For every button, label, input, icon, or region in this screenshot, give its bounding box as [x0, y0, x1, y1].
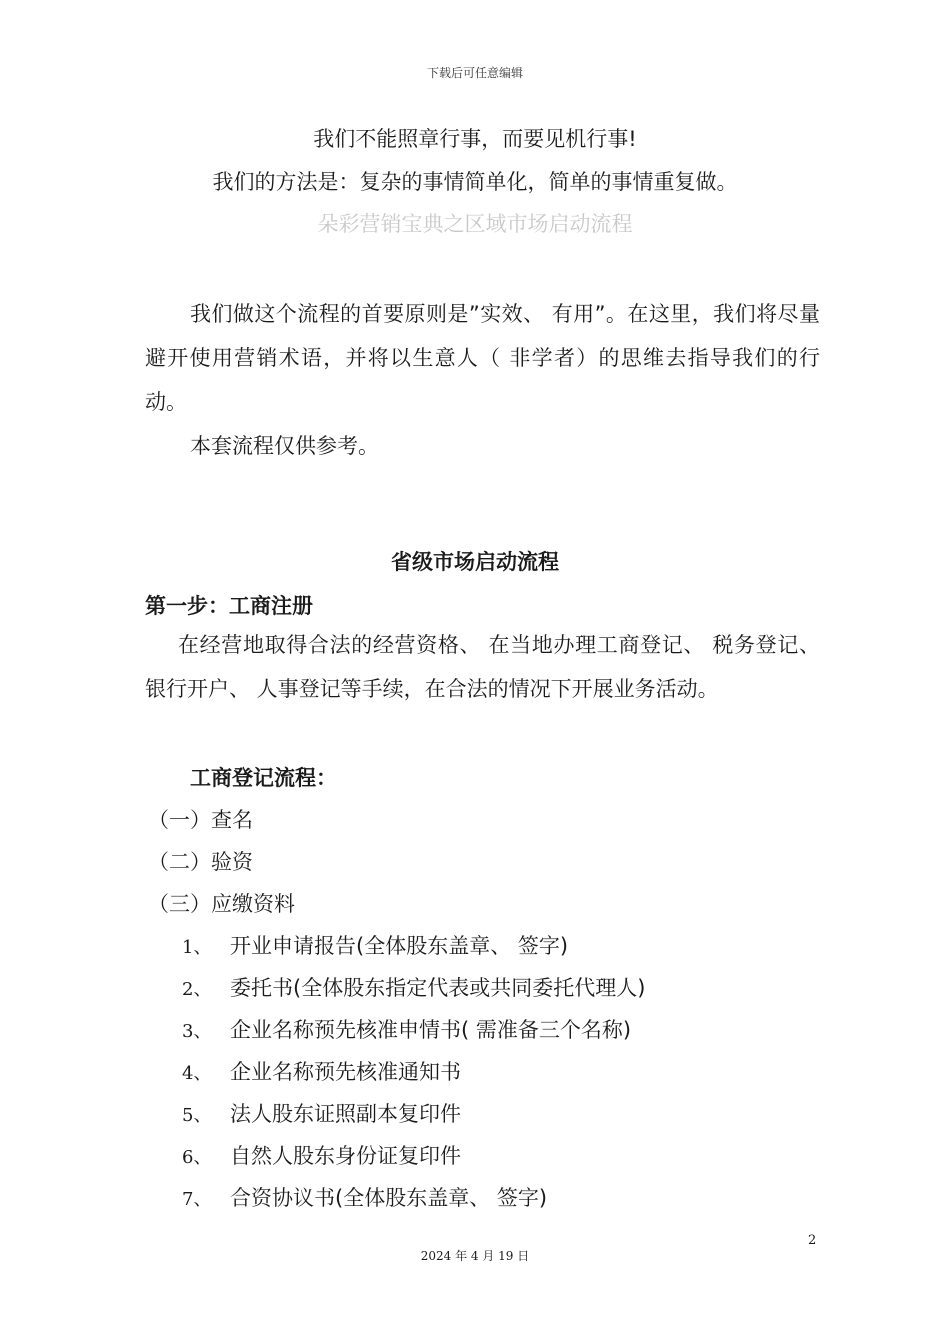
phase-label: （三）: [148, 892, 211, 916]
intro-line-2: 我们的方法是：复杂的事情简单化，简单的事情重复做。: [212, 170, 738, 194]
material-text: 自然人股东身份证复印件: [230, 1144, 461, 1168]
material-number: 1、: [182, 937, 212, 958]
phase-text: 应缴资料: [211, 892, 295, 916]
intro-line-1: 我们不能照章行事，而要见机行事!: [313, 127, 637, 151]
material-number: 5、: [182, 1105, 212, 1126]
registration-subheading: 工商登记流程：: [190, 766, 337, 790]
material-text: 企业名称预先核准申情书( 需准备三个名称): [230, 1018, 632, 1042]
material-item: [182, 1014, 631, 1044]
material-text: 企业名称预先核准通知书: [230, 1060, 461, 1084]
phase-label: （二）: [148, 850, 211, 874]
material-number: 6、: [182, 1147, 212, 1168]
material-item: [182, 1182, 547, 1212]
material-item: [182, 1098, 461, 1128]
material-text: 法人股东证照副本复印件: [230, 1102, 461, 1126]
material-number: 3、: [182, 1021, 212, 1042]
principle-paragraph: 我们做这个流程的首要原则是”实效、 有用”。在这里，我们将尽量避开使用营销术语，并将以生意人（ 非学者）的思维去指导我们的行动。: [145, 302, 820, 414]
phase-item: [148, 888, 295, 918]
phase-label: （一）: [148, 808, 211, 832]
footer-date: 2024 年 4 月 19 日: [420, 1249, 530, 1263]
material-number: 2、: [182, 979, 212, 1000]
material-number: 4、: [182, 1063, 212, 1084]
header-note: 下载后可任意编辑: [426, 66, 523, 80]
reference-note: 本套流程仅供参考。: [190, 434, 379, 458]
material-item: [182, 972, 645, 1002]
phase-text: 查名: [211, 808, 253, 832]
watermark-title: 朵彩营销宝典之区域市场启动流程: [317, 212, 633, 236]
step-1-heading: 第一步：工商注册: [145, 594, 313, 618]
section-title: 省级市场启动流程: [391, 550, 559, 574]
page-number: 2: [808, 1233, 817, 1248]
material-item: [182, 1056, 461, 1086]
phase-item: [148, 846, 253, 876]
material-item: [182, 1140, 461, 1170]
phase-item: [148, 804, 253, 834]
material-item: [182, 930, 568, 960]
material-text: 开业申请报告(全体股东盖章、 签字): [230, 934, 569, 958]
material-text: 委托书(全体股东指定代表或共同委托代理人): [230, 976, 646, 1000]
step-1-body: 在经营地取得合法的经营资格、 在当地办理工商登记、 税务登记、 银行开户、 人事登记等手续，在合法的情况下开展业务活动。: [145, 633, 820, 701]
material-number: 7、: [182, 1189, 212, 1210]
phase-text: 验资: [211, 850, 253, 874]
material-text: 合资协议书(全体股东盖章、 签字): [230, 1186, 548, 1210]
